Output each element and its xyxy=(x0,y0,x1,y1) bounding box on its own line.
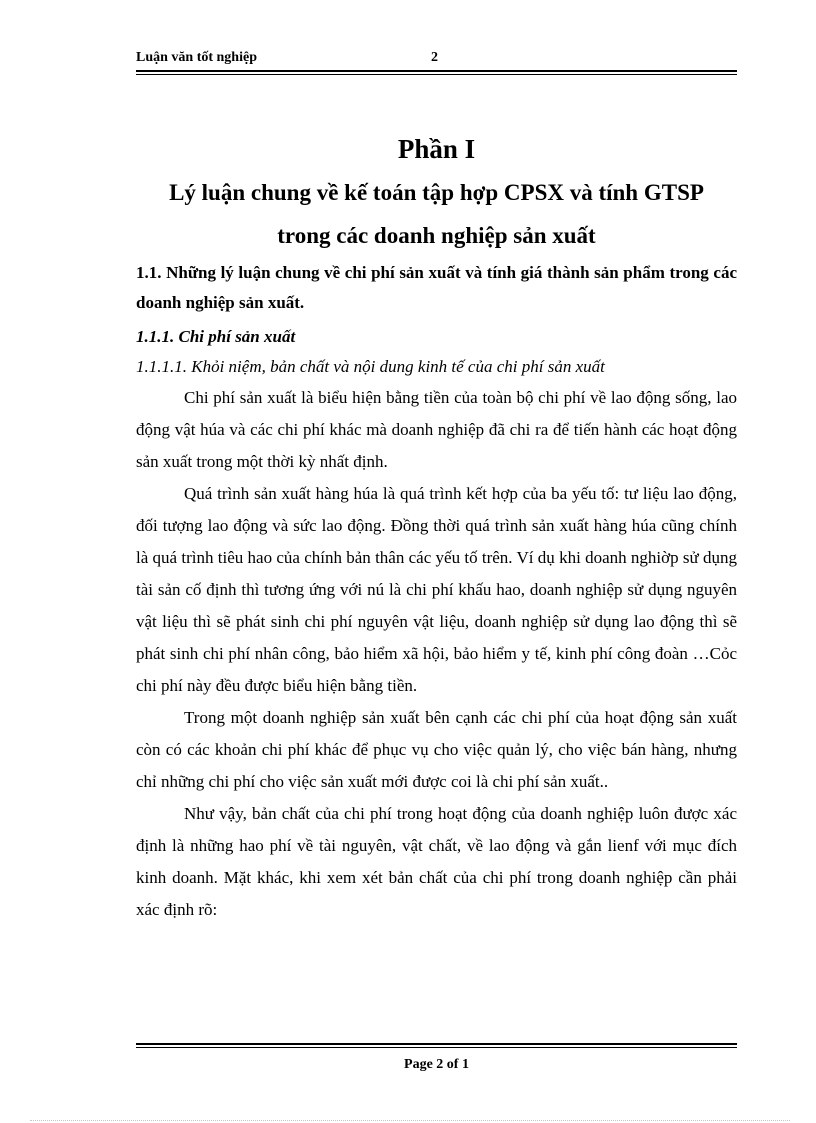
paragraph: Trong một doanh nghiệp sản xuất bên cạnh các chi phí của hoạt động sản xuất còn có các khoản chi phí khác để phục vụ cho việc quản lý, cho việc bán hàng, nhưng chỉ những chi phí cho việc sản xuất mới được coi là chi phí sản xuất.. xyxy=(136,708,737,791)
chapter-title-line1: Lý luận chung về kế toán tập hợp CPSX và tính GTSP xyxy=(169,180,704,205)
part-title: Phần I xyxy=(397,134,476,164)
section-heading-1-1-1: 1.1.1. Chi phí sản xuất xyxy=(136,327,296,346)
paragraph: Chi phí sản xuất là biểu hiện bằng tiền của toàn bộ chi phí về lao động sống, lao động vật húa và các chi phí khác mà doanh nghiệp đã chi ra để tiến hành các hoạt động sản xuất trong một thời kỳ nhất định. xyxy=(136,388,737,471)
paragraph: Quá trình sản xuất hàng húa là quá trình kết hợp của ba yếu tố: tư liệu lao động, đối tượng lao động và sức lao động. Đồng thời quá trình sản xuất hàng húa cũng chính là quá trình tiêu hao của chính bản thân các yếu tố trên. Ví dụ khi doanh nghiờp sử dụng tài sản cố định thì tương ứng với nú là chi phí khấu hao, doanh nghiệp sử dụng nguyên vật liệu thì sẽ phát sinh chi phí nguyên vật liệu, doanh nghiệp sử dụng lao động thì sẽ phát sinh chi phí nhân công, bảo hiểm xã hội, bảo hiểm y tế, kinh phí công đoàn …Cỏc chi phí này đều được biểu hiện bằng tiền. xyxy=(136,484,737,695)
page-header xyxy=(136,50,737,68)
header-title: Luận văn tốt nghiệp xyxy=(136,50,257,65)
section-heading-1-1-1-1: 1.1.1.1. Khỏi niệm, bản chất và nội dung kinh tế của chi phí sản xuất xyxy=(136,357,605,376)
paragraph: Như vậy, bản chất của chi phí trong hoạt động của doanh nghiệp luôn được xác định là những hao phí về tài nguyên, vật chất, về lao động và gắn lienf với mục đích kinh doanh. Mặt khác, khi xem xét bản chất của chi phí trong doanh nghiệp cần phải xác định rõ: xyxy=(136,804,737,919)
header-page-number: 2 xyxy=(431,50,438,65)
document-body xyxy=(136,258,737,926)
footer-rule xyxy=(136,1043,737,1048)
section-heading-1-1: 1.1. Những lý luận chung về chi phí sản xuất và tính giá thành sản phẩm trong các doanh nghiệp sản xuất. xyxy=(136,263,737,312)
header-rule xyxy=(136,70,737,75)
chapter-title-line2: trong các doanh nghiệp sản xuất xyxy=(277,223,596,248)
page-footer: Page 2 of 1 xyxy=(404,1057,469,1072)
page-bottom-border xyxy=(30,1120,790,1121)
